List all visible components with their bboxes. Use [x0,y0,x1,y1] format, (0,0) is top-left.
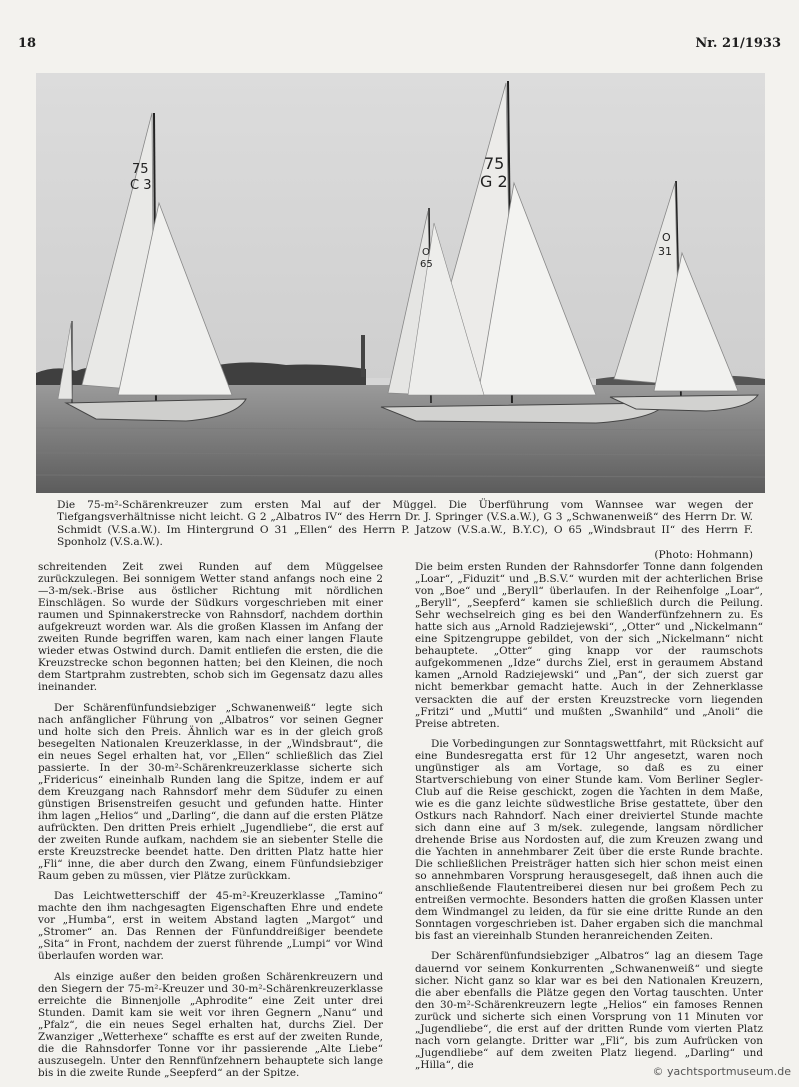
watermark: © yachtsportmuseum.de [652,1065,791,1078]
svg-text:O: O [422,247,430,258]
chimney [361,335,365,377]
paragraph: schreitenden Zeit zwei Runden auf dem Müggelsee zurückzulegen. Bei sonnigem Wetter stand anfangs noch eine 2—3-m/sek.-Brise aus östlicher Richtung mit nördlichen Einschlägen. So wurde der Südkurs vorgeschrieben mit einer raumen und Spinnakerstrecke von Rahnsdorf, nachdem dorthin aufgekreuzt worden war. Als die großen Klassen im Anfang der zweiten Runde begriffen waren, kam nach einer langen Flaute wieder etwas Ostwind durch. Damit entliefen die ersten, die die Kreuzstrecke schon begonnen hatten; bei den Kleinen, die noch dem Startprahm zustrebten, schob sich im Gegensatz dazu alles ineinander. [38,561,383,694]
issue-number: Nr. 21/1933 [695,36,781,51]
paragraph: Die beim ersten Runden der Rahnsdorfer Tonne dann folgenden „Loar“, „Fiduzit“ und „B.S.V.“ wurden mit der achterlichen Brise von „Boe“ und „Beryll“ überlaufen. In der Reihenfolge „Loar“, „Beryll“, „Seepferd“ kamen sie schließlich durch die Peilung. Sehr wechselreich ging es bei den Wanderfünfzehnern zu. Es hatte sich aus „Arnold Radziejewski“, „Otter“ und „Nickelmann“ eine Spitzengruppe gebildet, von der sich „Nickelmann“ nicht behauptete. „Otter“ ging knapp vor der raumschots aufgekommenen „Idze“ durchs Ziel, erst in geraumem Abstand kamen „Arnold Radziejewski“ und „Pan“, der sich zuerst gar nicht bemerkbar gemacht hatte. Auch in der Zehnerklasse versackten die auf der ersten Kreuzstrecke vorn liegenden „Fritzi“ und „Mutti“ und mußten „Swanhild“ und „Anoli“ die Preise abtreten. [415,561,763,730]
hull-g2 [381,403,666,423]
svg-text:75: 75 [132,162,149,177]
svg-text:G 2: G 2 [480,172,508,191]
photo-caption [57,499,753,561]
paragraph: Als einzige außer den beiden großen Schärenkreuzern und den Siegern der 75-m²-Kreuzer und 30-m²-Schärenkreuzerklasse erreichte die Binnenjolle „Aphrodite“ eine Zeit unter drei Stunden. Damit kam sie weit vor ihren Gegnern „Nanu“ und „Pfalz“, die ein neues Segel erhalten hat, durchs Ziel. Der Zwanziger „Wetterhexe“ schaffte es erst auf der zweiten Runde, die die Rahnsdorfer Tonne vor ihr passierende „Alte Liebe“ auszusegeln. Unter den Rennfünfzehnern behauptete sich lange bis in die zweite Runde „Seepferd“ an der Spitze. [38,970,383,1079]
sailing-photo [36,73,765,493]
caption-text: Die 75-m²-Schärenkreuzer zum ersten Mal auf der Müggel. Die Überführung vom Wannsee war wegen der Tiefgangsverhältnisse nicht leicht. G 2 „Albatros IV“ des Herrn Dr. J. Springer (V.S.a.W.), G 3 „Schwanenweiß“ des Herrn Dr. W. Schmidt (V.S.a.W.). Im Hintergrund O 31 „Ellen“ des Herrn P. Jatzow (V.S.a.W., B.Y.C), O 65 „Windsbraut II“ des Herrn F. Sponholz (V.S.a.W.). [57,499,753,549]
paragraph: Der Schärenfünfundsiebziger „Schwanenweiß“ legte sich nach anfänglicher Führung von „Albatros“ vor seinen Gegner und holte sich den Preis. Ähnlich war es in der gleich groß besegelten Nationalen Kreuzerklasse, in der „Windsbraut“, die ein neues Segel erhalten hat, vor „Ellen“ schließlich das Ziel passierte. In der 30-m²-Schärenkreuzerklasse sicherte sich „Fridericus“ eineinhalb Runden lang die Spitze, indem er auf dem Kreuzgang nach Rahnsdorf mehr dem Südufer zu einen günstigen Brisenstreifen gesucht und gefunden hatte. Hinter ihm lagen „Helios“ und „Darling“, die dann auf die ersten Plätze aufrückten. Den dritten Preis erhielt „Jugendliebe“, die erst auf der zweiten Runde aufkam, nachdem sie an siebenter Stelle die erste Kreuzstrecke beendet hatte. Den dritten Platz hatte hier „Fli“ inne, die aber durch den Zwang, einem Fünfundsiebziger Raum geben zu müssen, vier Plätze zurückkam. [38,701,383,883]
article-column-left [38,561,383,1087]
photo-credit: (Photo: Hohmann) [654,548,753,561]
sailboats-illustration [36,73,765,493]
paragraph: Die Vorbedingungen zur Sonntagswettfahrt, mit Rücksicht auf eine Bundesregatta erst für 12 Uhr angesetzt, waren noch ungünstiger als am Vortage, so daß es zu einer Startverschiebung von einer Stunde kam. Vom Berliner Segler-Club auf die Reise geschickt, zogen die Yachten in dem Maße, wie es die ganz leichte südwestliche Brise gestattete, über den Ostkurs nach Rahndorf. Nach einer dreiviertel Stunde machte sich dann eine auf 3 m/sek. zulegende, langsam nördlicher drehende Brise aus Nordosten auf, die zum Kreuzen zwang und die Yachten in annehmbarer Zeit über die erste Runde brachte. Die schließlichen Preisträger hatten sich hier schon meist einen so annehmbaren Vorsprung herausgesegelt, daß ihnen auch die anschließende Flautentreiberei diesen nur bei großem Pech zu entreißen vermochte. Besonders hatten die großen Klassen unter dem Windmangel zu leiden, da für sie eine dritte Runde an den Sonntagen vorgeschrieben ist. Daher ergaben sich die manchmal bis fast an viereinhalb Stunden heranreichenden Zeiten. [415,737,763,943]
svg-text:65: 65 [420,259,433,270]
svg-text:75: 75 [484,154,505,173]
page-header [18,36,781,54]
svg-text:O: O [662,231,671,244]
article-column-right [415,561,763,1079]
page-number: 18 [18,36,37,51]
svg-text:C 3: C 3 [130,178,152,193]
paragraph: Der Schärenfünfundsiebziger „Albatros“ lag an diesem Tage dauernd vor seinem Konkurrenten „Schwanenweiß“ und siegte sicher. Nicht ganz so klar war es bei den Nationalen Kreuzern, die aber ebenfalls die Plätze gegen den Vortag tauschten. Unter den 30-m²-Schärenkreuzern legte „Helios“ ein famoses Rennen zurück und sicherte sich einen Vorsprung von 11 Minuten vor „Jugendliebe“, die erst auf der dritten Runde vom vierten Platz nach vorn gelangte. Dritter war „Fli“, bis zum Aufrücken von „Jugendliebe“ auf dem zweiten Platz liegend. „Darling“ und „Hilla“, die [415,950,763,1071]
paragraph: Das Leichtwetterschiff der 45-m²-Kreuzerklasse „Tamino“ machte den ihm nachgesagten Eigenschaften Ehre und endete vor „Humba“, erst in weitem Abstand lagten „Margot“ und „Stromer“ an. Das Rennen der Fünfunddreißiger beendete „Sita“ in Front, nachdem der zuerst führende „Lumpi“ vor Wind überlaufen worden war. [38,890,383,963]
svg-text:31: 31 [658,245,672,258]
